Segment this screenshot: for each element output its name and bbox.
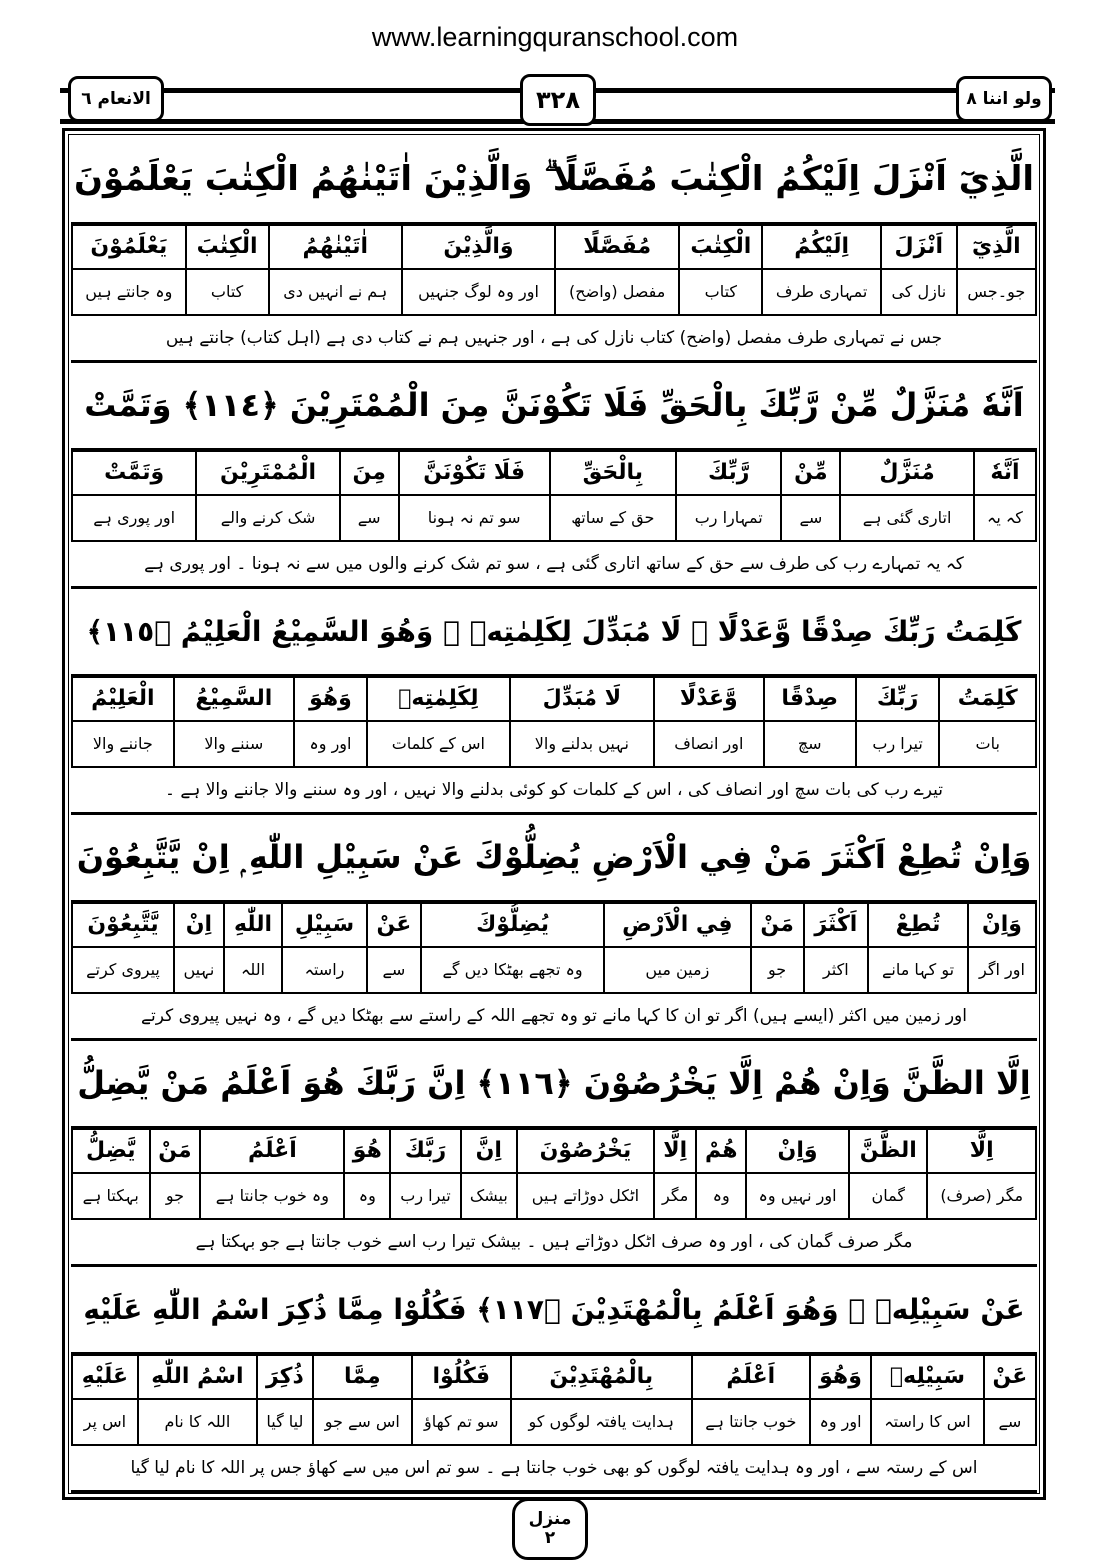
arabic-word-cell: بِالْحَقِّ	[550, 451, 676, 495]
urdu-meaning-cell: وہ	[344, 1173, 390, 1219]
urdu-translation-line: تیرے رب کی بات سچ اور انصاف کی ، اس کے کلمات کو کوئی بدلنے والا نہیں ، اور وہ سننے والا جاننے والا ہے ۔	[71, 768, 1037, 815]
arabic-verse-line: اَنَّهٗ مُنَزَّلٌ مِّنْ رَّبِّكَ بِالْحَقِّ فَلَا تَكُوْنَنَّ مِنَ الْمُمْتَرِيْنَ ﴿١١٤﴾ وَتَمَّتْ	[71, 363, 1037, 450]
urdu-meaning-cell: جو	[751, 947, 804, 993]
arabic-word-cell: رَّبِّكَ	[676, 451, 782, 495]
arabic-verse-line: كَلِمَتُ رَبِّكَ صِدْقًا وَّعَدْلًا ۭ لَا مُبَدِّلَ لِكَلِمٰتِهٖ ۚ وَهُوَ السَّمِيْعُ الْعَلِيْمُ ﴿١١٥﴾	[71, 589, 1037, 676]
arabic-words-row	[72, 451, 1036, 495]
arabic-word-cell: فَكُلُوْا	[412, 1355, 511, 1399]
arabic-word-cell: مُفَصَّلًا	[555, 225, 679, 269]
verse-section	[71, 1267, 1037, 1493]
arabic-word-cell: اِلَّا	[927, 1129, 1036, 1173]
verse-section	[71, 1041, 1037, 1267]
urdu-meaning-cell: مگر	[654, 1173, 696, 1219]
verse-section	[71, 363, 1037, 589]
arabic-word-cell: وَّعَدْلًا	[654, 677, 764, 721]
arabic-word-cell: اَنْزَلَ	[881, 225, 957, 269]
arabic-word-cell: سَبِيْلِهٖ	[871, 1355, 983, 1399]
arabic-word-cell: الْكِتٰبَ	[679, 225, 762, 269]
urdu-meaning-cell: سو تم نہ ہونا	[399, 495, 550, 541]
arabic-word-cell: رَبَّكَ	[390, 1129, 461, 1173]
urdu-translation-line: جس نے تمہاری طرف مفصل (واضح) کتاب نازل کی ہے ، اور جنہیں ہم نے کتاب دی ہے (اہل کتاب) جانتے ہیں	[71, 316, 1037, 363]
urdu-meanings-row	[72, 1399, 1036, 1445]
urdu-translation-line: کہ یہ تمہارے رب کی طرف سے حق کے ساتھ اتاری گئی ہے ، سو تم شک کرنے والوں میں سے نہ ہونا ۔ اور پوری ہے	[71, 542, 1037, 589]
arabic-word-cell: وَتَمَّتْ	[72, 451, 196, 495]
urdu-meaning-cell: مگر (صرف)	[927, 1173, 1036, 1219]
arabic-word-cell: هُوَ	[344, 1129, 390, 1173]
urdu-meaning-cell: لیا گیا	[257, 1399, 313, 1445]
arabic-word-cell: اَنَّهٗ	[974, 451, 1036, 495]
urdu-meaning-cell: جاننے والا	[72, 721, 174, 767]
arabic-word-cell: صِدْقًا	[764, 677, 856, 721]
arabic-word-cell: تُطِعْ	[868, 903, 968, 947]
urdu-meaning-cell: وہ تجھے بھٹکا دیں گے	[421, 947, 604, 993]
urdu-meaning-cell: ہدایت یافتہ لوگوں کو	[511, 1399, 692, 1445]
word-by-word-table	[71, 224, 1037, 316]
urdu-meaning-cell: اللہ کا نام	[138, 1399, 257, 1445]
urdu-meaning-cell: پیروی کرتے	[72, 947, 174, 993]
arabic-verse-line: الَّذِيٓ اَنْزَلَ اِلَيْكُمُ الْكِتٰبَ مُفَصَّلًا ۗ وَالَّذِيْنَ اٰتَيْنٰهُمُ الْكِتٰبَ يَعْلَمُوْنَ	[71, 137, 1037, 224]
arabic-word-cell: الَّذِيٓ	[957, 225, 1036, 269]
urdu-meaning-cell: بہکتا ہے	[72, 1173, 150, 1219]
urdu-meaning-cell: سے	[984, 1399, 1036, 1445]
urdu-meaning-cell: اس پر	[72, 1399, 138, 1445]
arabic-words-row	[72, 225, 1036, 269]
urdu-meaning-cell: بیشک	[461, 1173, 517, 1219]
urdu-meaning-cell: اور وہ	[810, 1399, 872, 1445]
urdu-meaning-cell: اٹکل دوڑاتے ہیں	[517, 1173, 654, 1219]
verse-section	[71, 815, 1037, 1041]
para-name-badge: ولو اننا ٨	[956, 76, 1052, 122]
arabic-word-cell: اِنْ	[174, 903, 224, 947]
urdu-meaning-cell: خوب جانتا ہے	[692, 1399, 810, 1445]
manzil-label: منزل	[528, 1509, 572, 1530]
urdu-meaning-cell: سننے والا	[174, 721, 294, 767]
arabic-word-cell: اِلَّا	[654, 1129, 696, 1173]
arabic-word-cell: اِنَّ	[461, 1129, 517, 1173]
arabic-word-cell: اللّٰهِ	[224, 903, 283, 947]
verse-section	[71, 589, 1037, 815]
arabic-word-cell: مِنَ	[340, 451, 399, 495]
arabic-word-cell: اٰتَيْنٰهُمُ	[269, 225, 402, 269]
urdu-meaning-cell: وہ	[696, 1173, 746, 1219]
urdu-meaning-cell: گمان	[849, 1173, 927, 1219]
urdu-meaning-cell: تمہارا رب	[676, 495, 782, 541]
arabic-word-cell: اَكْثَرَ	[804, 903, 869, 947]
arabic-word-cell: بِالْمُهْتَدِيْنَ	[511, 1355, 692, 1399]
word-by-word-table	[71, 1354, 1037, 1446]
manzil-number: ٢	[544, 1528, 556, 1548]
urdu-meaning-cell: اللہ	[224, 947, 283, 993]
arabic-verse-line: اِلَّا الظَّنَّ وَاِنْ هُمْ اِلَّا يَخْرُصُوْنَ ﴿١١٦﴾ اِنَّ رَبَّكَ هُوَ اَعْلَمُ مَنْ يَّضِلُّ	[71, 1041, 1037, 1128]
urdu-translation-line: مگر صرف گمان کی ، اور وہ صرف اٹکل دوڑاتے ہیں ۔ بیشک تیرا رب اسے خوب جانتا ہے جو بہکتا ہے	[71, 1220, 1037, 1267]
arabic-word-cell: اَعْلَمُ	[200, 1129, 344, 1173]
word-by-word-table	[71, 1128, 1037, 1220]
urdu-meaning-cell: اس کے کلمات	[367, 721, 510, 767]
arabic-word-cell: سَبِيْلِ	[282, 903, 366, 947]
urdu-meaning-cell: تیرا رب	[856, 721, 940, 767]
urdu-meaning-cell: ہم نے انہیں دی	[269, 269, 402, 315]
arabic-word-cell: فَلَا تَكُوْنَنَّ	[399, 451, 550, 495]
urdu-meaning-cell: حق کے ساتھ	[550, 495, 676, 541]
arabic-word-cell: الْمُمْتَرِيْنَ	[196, 451, 340, 495]
arabic-verse-line: عَنْ سَبِيْلِهٖ ۚ وَهُوَ اَعْلَمُ بِالْمُهْتَدِيْنَ ﴿١١٧﴾ فَكُلُوْا مِمَّا ذُكِرَ اسْمُ اللّٰهِ عَلَيْهِ	[71, 1267, 1037, 1354]
urdu-meaning-cell: وہ خوب جانتا ہے	[200, 1173, 344, 1219]
urdu-meaning-cell: اور اگر	[968, 947, 1036, 993]
arabic-word-cell: يَخْرُصُوْنَ	[517, 1129, 654, 1173]
arabic-word-cell: يَّضِلُّ	[72, 1129, 150, 1173]
arabic-word-cell: الظَّنَّ	[849, 1129, 927, 1173]
urdu-meaning-cell: سچ	[764, 721, 856, 767]
page-content	[62, 128, 1046, 1500]
arabic-verse-line: وَاِنْ تُطِعْ اَكْثَرَ مَنْ فِي الْاَرْضِ يُضِلُّوْكَ عَنْ سَبِيْلِ اللّٰهِ ۭ اِنْ يَّتَّبِعُوْنَ	[71, 815, 1037, 902]
arabic-word-cell: مَنْ	[150, 1129, 201, 1173]
arabic-word-cell: عَنْ	[367, 903, 422, 947]
arabic-word-cell: وَالَّذِيْنَ	[402, 225, 555, 269]
urdu-meaning-cell: کتاب	[679, 269, 762, 315]
arabic-word-cell: وَاِنْ	[968, 903, 1036, 947]
arabic-word-cell: اسْمُ اللّٰهِ	[138, 1355, 257, 1399]
arabic-words-row	[72, 1355, 1036, 1399]
urdu-meaning-cell: نہیں بدلنے والا	[510, 721, 654, 767]
arabic-words-row	[72, 903, 1036, 947]
urdu-meaning-cell: زمین میں	[604, 947, 751, 993]
urdu-meaning-cell: اکثر	[804, 947, 869, 993]
arabic-word-cell: الْكِتٰبَ	[186, 225, 269, 269]
urdu-meaning-cell: وہ جانتے ہیں	[72, 269, 186, 315]
urdu-meaning-cell: شک کرنے والے	[196, 495, 340, 541]
arabic-word-cell: فِي الْاَرْضِ	[604, 903, 751, 947]
urdu-meaning-cell: اور وہ لوگ جنہیں	[402, 269, 555, 315]
urdu-meanings-row	[72, 269, 1036, 315]
urdu-meaning-cell: اتاری گئی ہے	[840, 495, 974, 541]
urdu-meaning-cell: نازل کی	[881, 269, 957, 315]
urdu-meaning-cell: بات	[939, 721, 1036, 767]
verse-section	[71, 137, 1037, 363]
urdu-meaning-cell: سے	[781, 495, 840, 541]
arabic-word-cell: السَّمِيْعُ	[174, 677, 294, 721]
surah-name-badge: الانعام ٦	[68, 76, 164, 122]
urdu-meanings-row	[72, 947, 1036, 993]
word-by-word-table	[71, 902, 1037, 994]
arabic-word-cell: يَّتَّبِعُوْنَ	[72, 903, 174, 947]
word-by-word-table	[71, 676, 1037, 768]
arabic-words-row	[72, 677, 1036, 721]
urdu-meaning-cell: سے	[367, 947, 422, 993]
urdu-meaning-cell: کتاب	[186, 269, 269, 315]
urdu-meaning-cell: سے	[340, 495, 399, 541]
urdu-meaning-cell: تو کہا مانے	[868, 947, 968, 993]
arabic-word-cell: ذُكِرَ	[257, 1355, 313, 1399]
arabic-word-cell: الْعَلِيْمُ	[72, 677, 174, 721]
urdu-meaning-cell: اور انصاف	[654, 721, 764, 767]
urdu-meaning-cell: اس کا راستہ	[871, 1399, 983, 1445]
urdu-meanings-row	[72, 495, 1036, 541]
urdu-meaning-cell: تیرا رب	[390, 1173, 461, 1219]
arabic-word-cell: لِكَلِمٰتِهٖ	[367, 677, 510, 721]
arabic-word-cell: اِلَيْكُمُ	[762, 225, 881, 269]
urdu-translation-line: اس کے رستہ سے ، اور وہ ہدایت یافتہ لوگوں کو بھی خوب جانتا ہے ۔ سو تم اس میں سے کھاؤ جس پر اللہ کا نام لیا گیا	[71, 1446, 1037, 1493]
arabic-words-row	[72, 1129, 1036, 1173]
arabic-word-cell: وَهُوَ	[810, 1355, 872, 1399]
urdu-meaning-cell: جو۔جس	[957, 269, 1036, 315]
urdu-meaning-cell: مفصل (واضح)	[555, 269, 679, 315]
website-url: www.learningquranschool.com	[371, 22, 739, 52]
arabic-word-cell: يُضِلُّوْكَ	[421, 903, 604, 947]
urdu-meanings-row	[72, 1173, 1036, 1219]
urdu-meaning-cell: کہ یہ	[974, 495, 1036, 541]
arabic-word-cell: كَلِمَتُ	[939, 677, 1036, 721]
arabic-word-cell: وَاِنْ	[746, 1129, 849, 1173]
arabic-word-cell: اَعْلَمُ	[692, 1355, 810, 1399]
urdu-meaning-cell: جو	[150, 1173, 201, 1219]
arabic-word-cell: مُنَزَّلٌ	[840, 451, 974, 495]
arabic-word-cell: رَبِّكَ	[856, 677, 940, 721]
urdu-meaning-cell: اور وہ	[294, 721, 367, 767]
arabic-word-cell: هُمْ	[696, 1129, 746, 1173]
word-by-word-table	[71, 450, 1037, 542]
urdu-meaning-cell: اور پوری ہے	[72, 495, 196, 541]
arabic-word-cell: عَنْ	[984, 1355, 1036, 1399]
arabic-word-cell: وَهُوَ	[294, 677, 367, 721]
arabic-word-cell: مَنْ	[751, 903, 804, 947]
arabic-word-cell: لَا مُبَدِّلَ	[510, 677, 654, 721]
arabic-word-cell: مِّنْ	[781, 451, 840, 495]
arabic-word-cell: يَعْلَمُوْنَ	[72, 225, 186, 269]
urdu-meaning-cell: سو تم کھاؤ	[412, 1399, 511, 1445]
arabic-word-cell: عَلَيْهِ	[72, 1355, 138, 1399]
page-number-badge: ٣٢٨	[520, 74, 596, 126]
arabic-word-cell: مِمَّا	[313, 1355, 412, 1399]
urdu-meaning-cell: راستہ	[282, 947, 366, 993]
urdu-meanings-row	[72, 721, 1036, 767]
urdu-meaning-cell: اور نہیں وہ	[746, 1173, 849, 1219]
urdu-meaning-cell: اس سے جو	[313, 1399, 412, 1445]
manzil-badge	[512, 1498, 588, 1560]
urdu-meaning-cell: نہیں	[174, 947, 224, 993]
urdu-translation-line: اور زمین میں اکثر (ایسے ہیں) اگر تو ان کا کہا مانے تو وہ تجھے اللہ کے راستے سے بھٹکا دیں گے ، وہ نہیں پیروی کرتے	[71, 994, 1037, 1041]
urdu-meaning-cell: تمہاری طرف	[762, 269, 881, 315]
